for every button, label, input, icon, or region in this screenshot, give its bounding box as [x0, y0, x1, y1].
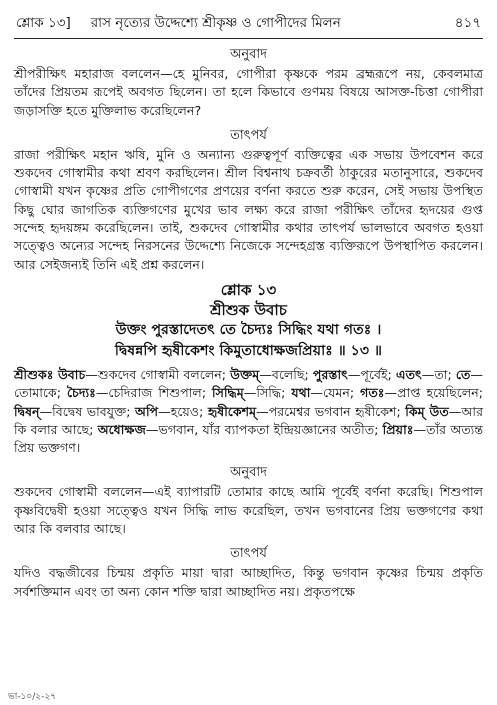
purport-paragraph: রাজা পরীক্ষিৎ মহান ঋষি, মুনি ও অন্যান্য গুরুত্বপূর্ণ ব্যক্তিত্বের এক সভায় উপবেশন করে শুকদেব গোস্বামীর কথা শ্রবণ করছিলেন। শ্রীল বিশ্বনাথ চক্রবর্তী ঠাকুরের মতানুসারে, শুকদেব গোস্বামী যখন কৃষ্ণের প্রতি গোপীগণের প্রণয়ের বর্ণনা করতে শুরু করেন, সেই সভায় উপস্থিত কিছু ঘোর জাগতিক ব্যক্তিগণের মুখের ভাব লক্ষ্য করে রাজা পরীক্ষিৎ তাঁদের হৃদয়ের গুপ্ত সন্দেহ হৃদয়ঙ্গম করেছিলেন। তাই, শুকদেব গোস্বামীর কথার তাৎপর্য ভালভাবে অবগত হওয়া সত্ত্বেও অন্যের সন্দেহ নিরসনের উদ্দেশ্যে নিজেকে সন্দেহগ্রস্ত ব্যক্তিরূপে উপস্থাপিত করলেন। আর সেইজন্যই তিনি এই প্রশ্ন করলেন।	[14, 146, 483, 272]
synonym-word: গতঃ	[360, 385, 385, 401]
synonym-word: অধোক্ষজ	[97, 421, 146, 437]
synonym-word: পুরস্তাৎ	[312, 366, 348, 382]
page-footer-code: ভা-১০/২-২৭	[8, 692, 57, 702]
synonym-word: এতৎ	[395, 366, 422, 382]
synonym-meaning: চেদিরাজ শিশুপাল	[108, 385, 202, 401]
synonym-word: উক্তম্	[230, 366, 260, 382]
header-chapter-title: রাস নৃত্যের উদ্দেশ্যে শ্রীকৃষ্ণ ও গোপীদের মিলন	[90, 15, 341, 31]
synonym-meaning: তোমাকে	[14, 385, 57, 401]
verse-speaker: শ্রীশুক উবাচ	[210, 300, 287, 319]
synonym-meaning: ভগবান, যাঁর ব্যাপকতা ইন্দ্রিয়জ্ঞানের অতীত	[158, 421, 375, 437]
synonym-meaning: তাঁর অত্যন্ত প্রিয় ভক্তগণ	[14, 421, 484, 456]
synonym-word: অপি	[135, 403, 159, 419]
page-number: ৪১৭	[454, 15, 481, 31]
verse-line-1: উক্তং পুরস্তাদেতৎ তে চৈদ্যঃ সিদ্ধিং যথা গতঃ ।	[115, 321, 382, 338]
translation-heading-2: অনুবাদ	[230, 465, 267, 481]
verse-line-2: দ্বিষন্নপি হৃষীকেশং কিমুতাধোক্ষজপ্রিয়াঃ ॥ ১৩ ॥	[114, 342, 383, 359]
translation-text: শ্রীপরীক্ষিৎ মহারাজ বললেন—হে মুনিবর, গোপীরা কৃষ্ণকে পরম ব্রহ্মরূপে নয়, কেবলমাত্র তাঁদের প্রিয়তম রূপেই অবগত ছিলেন। তা হলে কিভাবে গুণময় বিষয়ে আসক্ত-চিত্তা গোপীরা জড়াসক্তি হতে মুক্তিলাভ করেছিলেন?	[14, 66, 483, 118]
synonym-meaning: পূর্বেই	[360, 366, 388, 382]
synonym-meaning: তা	[434, 366, 448, 382]
translation-heading: অনুবাদ	[230, 47, 267, 62]
verse-number: শ্লোক ১৩	[220, 280, 277, 299]
purport-heading-2: তাৎপর্য	[230, 546, 267, 562]
synonym-word: কিম্ উত	[405, 403, 449, 419]
synonym-meaning: পরমেশ্বর ভগবান হৃষীকেশ	[268, 403, 397, 419]
synonym-word: চৈদ্যঃ	[66, 385, 96, 401]
synonym-meaning: সিদ্ধি	[256, 385, 282, 401]
translation-text-2: শুকদেব গোস্বামী বললেন—এই ব্যাপারটি তোমার কাছে আমি পূর্বেই বর্ণনা করেছি। শিশুপাল কৃষ্ণবিদ্বেষী হওয়া সত্ত্বেও যখন সিদ্ধি লাভ করেছিল, তখন ভগবানের প্রিয় ভক্তগণের কথা আর কি বলবার আছে।	[14, 484, 483, 537]
synonym-word: শ্রীশুকঃ উবাচ	[14, 366, 86, 382]
synonym-word: তে	[455, 366, 471, 382]
synonym-meaning: হয়েও	[170, 403, 200, 419]
synonym-meaning: প্রাপ্ত হয়েছিলেন	[397, 385, 479, 401]
synonym-word: সিদ্ধিম্	[212, 385, 244, 401]
synonym-word: দ্বিষন্	[14, 403, 40, 419]
word-for-word-synonyms: শ্রীশুকঃ উবাচ—শুকদেব গোস্বামী বললেন; উক্তম্—বলেছি; পুরস্তাৎ—পূর্বেই; এতৎ—তা; তে—তোমাকে; চৈদ্যঃ—চেদিরাজ শিশুপাল; সিদ্ধিম্—সিদ্ধি; যথা—যেমন; গতঃ—প্রাপ্ত হয়েছিলেন; দ্বিষন্—বিদ্বেষ ভাবযুক্ত; অপি—হয়েও; হৃষীকেশম্—পরমেশ্বর ভগবান হৃষীকেশ; কিম্ উত—আর কি বলার আছে; অধোক্ষজ—ভগবান, যাঁর ব্যাপকতা ইন্দ্রিয়জ্ঞানের অতীত; প্রিয়াঃ—তাঁর অত্যন্ত প্রিয় ভক্তগণ।	[14, 366, 484, 456]
purport-paragraph-2: যদিও বদ্ধজীবের চিন্ময় প্রকৃতি মায়া দ্বারা আচ্ছাদিত, কিন্তু ভগবান কৃষ্ণের চিন্ময় প্রকৃতি সর্বশক্তিমান এবং তা অন্য কোন শক্তি দ্বারা আচ্ছাদিত নয়। প্রকৃতপক্ষে	[14, 565, 483, 599]
purport-heading: তাৎপর্য	[230, 127, 267, 143]
running-header	[14, 14, 483, 39]
synonym-meaning: যেমন	[323, 385, 350, 401]
synonym-meaning: বিদ্বেষ ভাবযুক্ত	[52, 403, 127, 419]
header-verse-ref: শ্লোক ১৩]	[16, 15, 71, 31]
synonym-word: যথা	[291, 385, 311, 401]
synonym-meaning: বলেছি	[271, 366, 305, 382]
synonym-word: প্রিয়াঃ	[382, 421, 414, 437]
synonym-meaning: শুকদেব গোস্বামী বললেন	[97, 366, 222, 382]
synonym-meaning: আর কি বলার আছে	[14, 403, 483, 437]
synonym-word: হৃষীকেশম্	[207, 403, 257, 419]
